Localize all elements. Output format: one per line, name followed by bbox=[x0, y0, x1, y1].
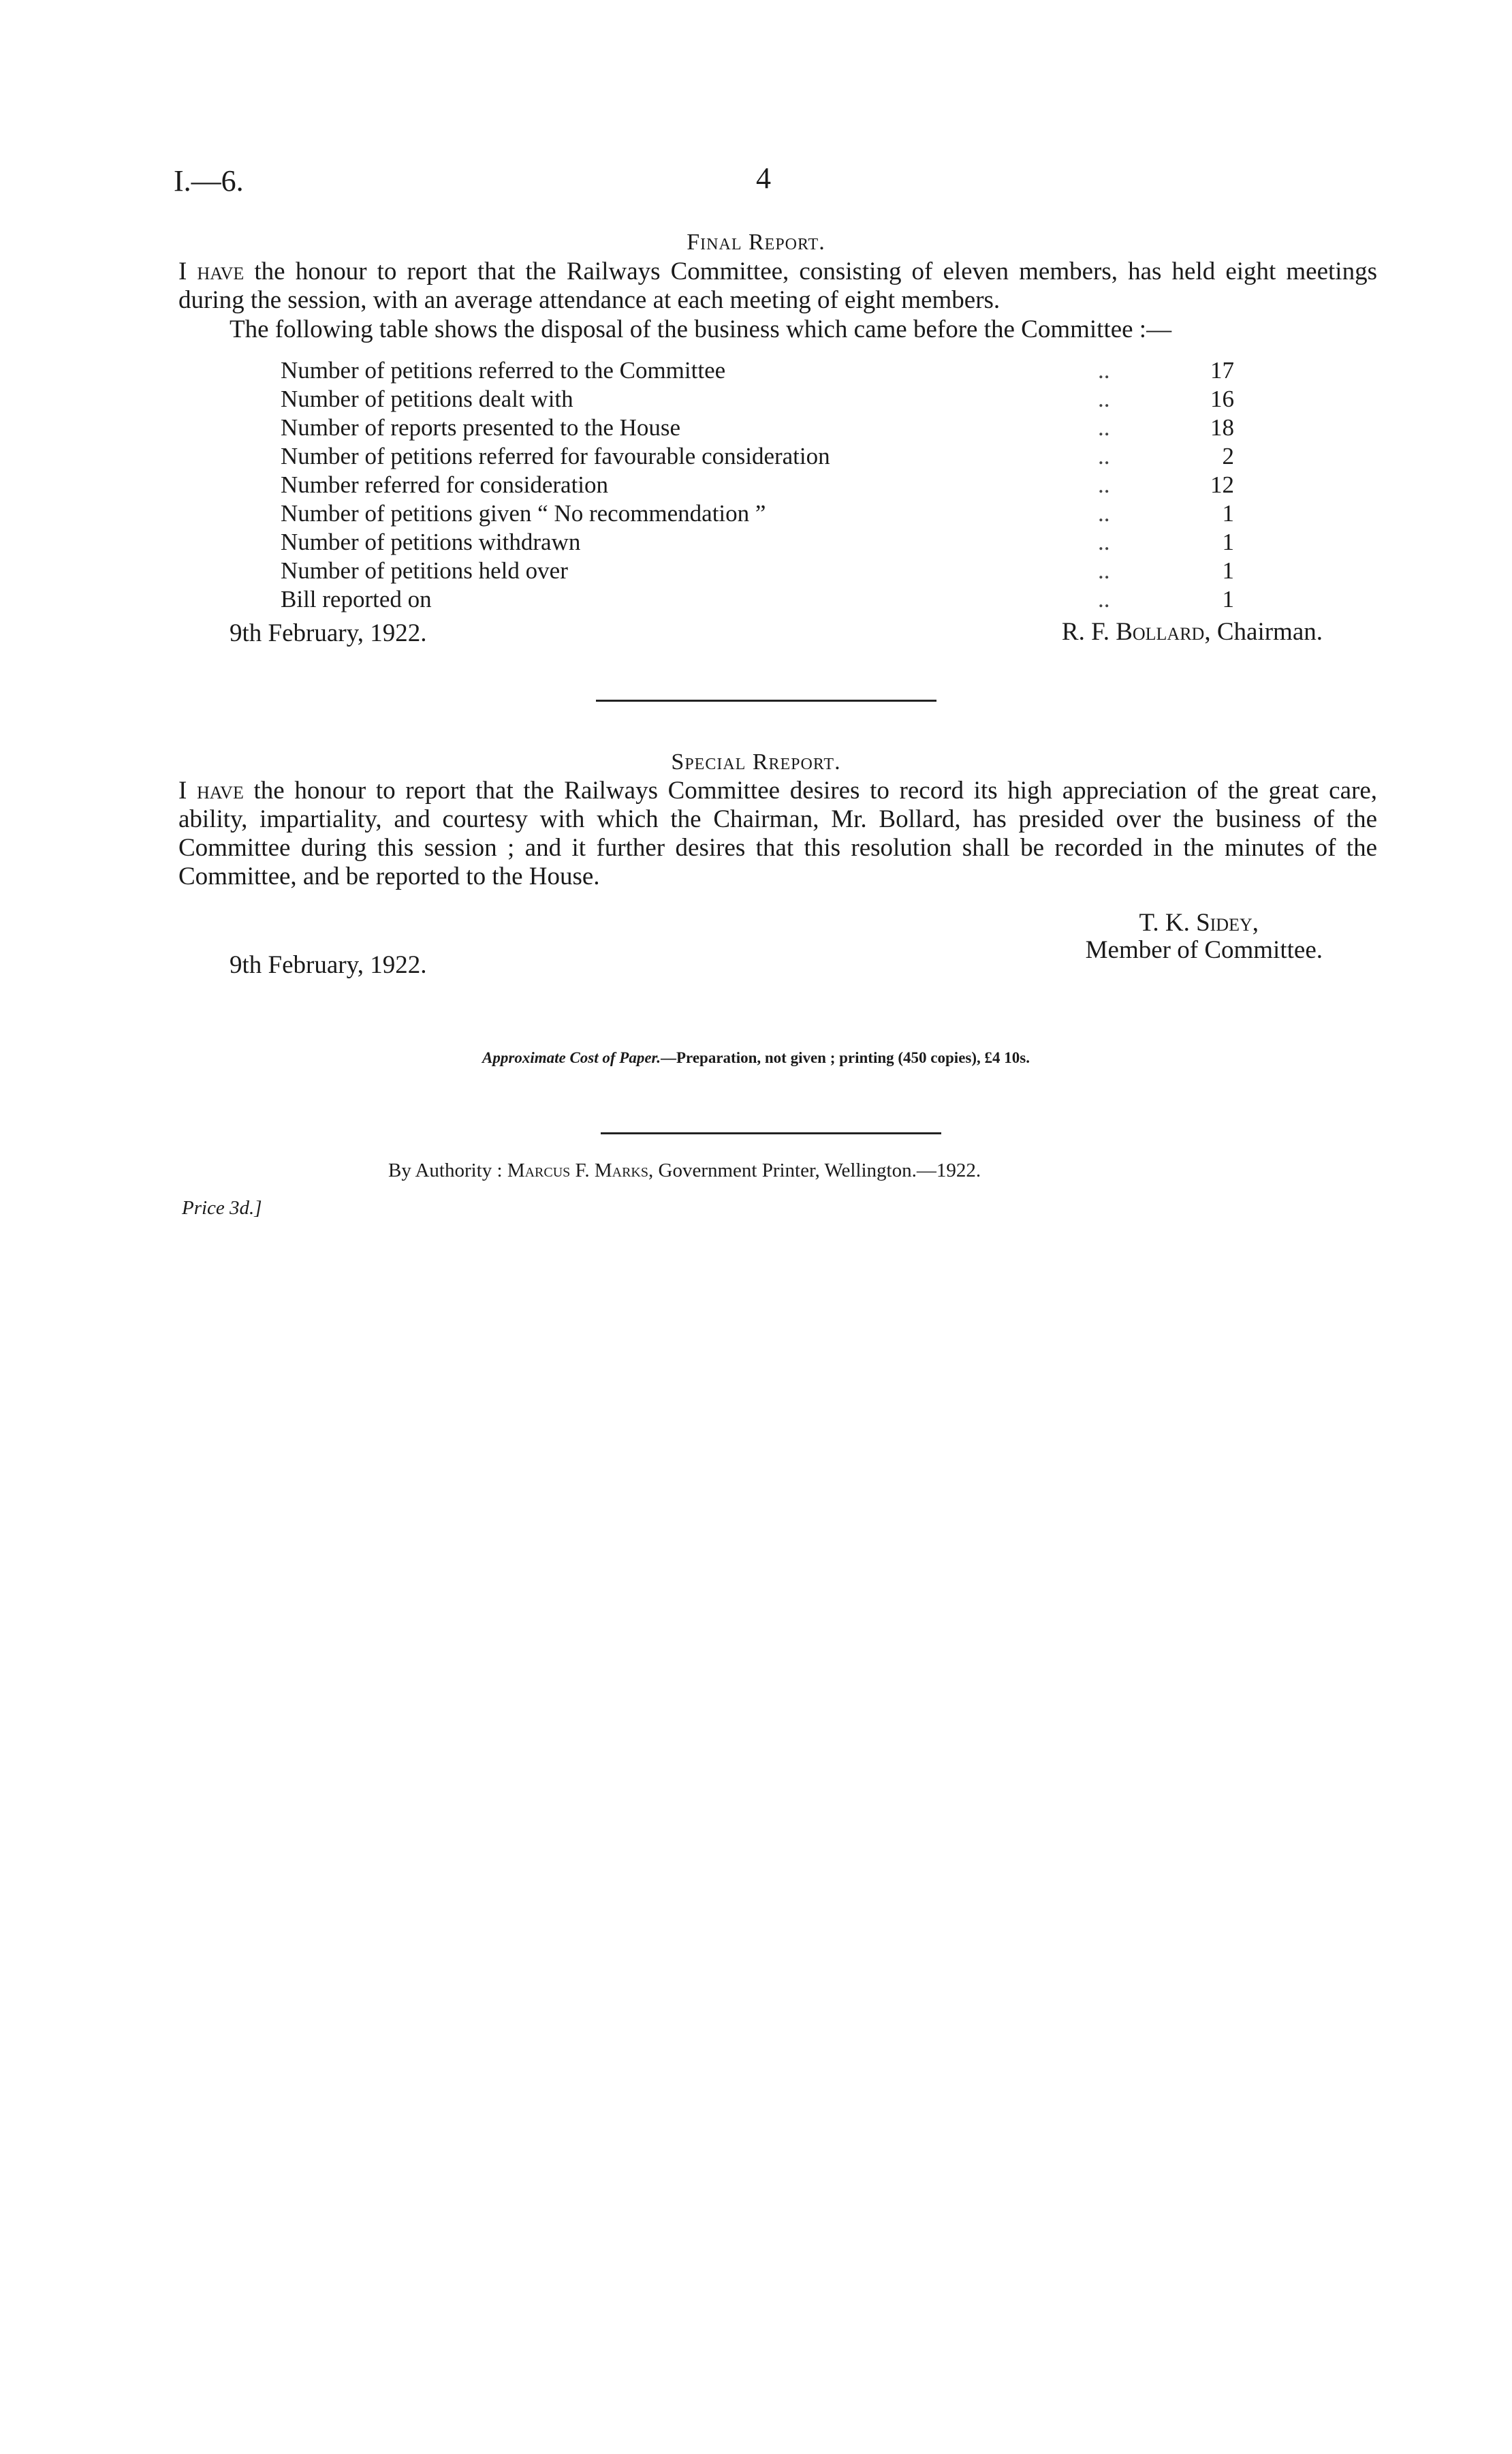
table-row bbox=[281, 585, 1234, 614]
row-value: 2 bbox=[1222, 443, 1234, 469]
final-report-paragraph bbox=[178, 258, 1377, 315]
row-leader-dots: .. bbox=[1098, 443, 1110, 469]
table-intro: The following table shows the disposal of the business which came before the Committee :— bbox=[230, 315, 1172, 343]
cost-label: Approximate Cost of Paper. bbox=[482, 1049, 661, 1066]
special-report-opening-words: I have bbox=[178, 777, 244, 805]
final-report-date: 9th February, 1922. bbox=[230, 619, 427, 647]
table-row bbox=[281, 414, 1234, 442]
special-report-signature-name-text: T. K. Sidey, bbox=[1139, 909, 1259, 937]
row-label: Number of petitions given “ No recommendation ” bbox=[281, 500, 766, 527]
table-row bbox=[281, 356, 1234, 385]
row-label: Number of petitions dealt with bbox=[281, 386, 573, 412]
final-report-title: Final Report. bbox=[687, 230, 825, 255]
page-number: 4 bbox=[756, 161, 771, 195]
row-value: 18 bbox=[1210, 414, 1234, 441]
table-row bbox=[281, 528, 1234, 557]
final-report-signature-name: R. F. Bollard bbox=[1061, 618, 1205, 646]
cost-text: —Preparation, not given ; printing (450 copies), £4 10s. bbox=[660, 1049, 1030, 1066]
special-report-title: Special Rreport. bbox=[671, 749, 841, 775]
table-row bbox=[281, 499, 1234, 528]
row-value: 1 bbox=[1222, 529, 1234, 555]
row-value: 1 bbox=[1222, 500, 1234, 527]
final-report-opening-words: I have bbox=[178, 258, 245, 285]
row-leader-dots: .. bbox=[1098, 557, 1110, 584]
section-divider bbox=[596, 700, 936, 702]
printer-imprint bbox=[388, 1160, 981, 1182]
table-row bbox=[281, 557, 1234, 585]
row-leader-dots: .. bbox=[1098, 586, 1110, 612]
row-value: 1 bbox=[1222, 586, 1234, 612]
table-row bbox=[281, 471, 1234, 499]
final-report-signature bbox=[1062, 617, 1323, 647]
row-label: Number of petitions referred for favourable consideration bbox=[281, 443, 830, 469]
row-leader-dots: .. bbox=[1098, 500, 1110, 527]
row-leader-dots: .. bbox=[1098, 471, 1110, 498]
final-report-signature-role: , Chairman. bbox=[1204, 618, 1323, 646]
row-leader-dots: .. bbox=[1098, 386, 1110, 412]
table-row bbox=[281, 442, 1234, 471]
row-leader-dots: .. bbox=[1098, 414, 1110, 441]
final-report-body: the honour to report that the Railways Committee, consisting of eleven members, has held eight meetings during the session, with an average attendance at each meeting of eight members. bbox=[178, 258, 1377, 314]
row-value: 12 bbox=[1210, 471, 1234, 498]
imprint-name: Marcus F. Marks bbox=[507, 1160, 648, 1181]
special-report-signature-role: Member of Committee. bbox=[1085, 936, 1323, 964]
row-leader-dots: .. bbox=[1098, 529, 1110, 555]
row-label: Number referred for consideration bbox=[281, 471, 609, 498]
special-report-body: the honour to report that the Railways Committee desires to record its high appreciation of the great care, ability, impartiality, and courtesy with which the Chairman, Mr. Bollard, has presided over the business of the Committee during this session ; and it further desires that this resolution shall be recorded in the minutes of the Committee, and be reported to the House. bbox=[178, 777, 1377, 890]
row-leader-dots: .. bbox=[1098, 357, 1110, 384]
document-reference: I.—6. bbox=[174, 164, 244, 198]
row-label: Number of petitions withdrawn bbox=[281, 529, 581, 555]
special-report-signature-name bbox=[1139, 908, 1259, 937]
row-label: Number of reports presented to the House bbox=[281, 414, 681, 441]
price-note: Price 3d.] bbox=[182, 1197, 262, 1219]
row-label: Bill reported on bbox=[281, 586, 432, 612]
row-label: Number of petitions referred to the Committee bbox=[281, 357, 726, 384]
row-value: 17 bbox=[1210, 357, 1234, 384]
business-disposal-table bbox=[281, 356, 1234, 614]
row-value: 1 bbox=[1222, 557, 1234, 584]
row-value: 16 bbox=[1210, 386, 1234, 412]
row-label: Number of petitions held over bbox=[281, 557, 568, 584]
footer-divider bbox=[601, 1132, 941, 1134]
table-row bbox=[281, 385, 1234, 414]
special-report-paragraph bbox=[178, 777, 1377, 891]
cost-note bbox=[0, 1049, 1512, 1067]
special-report-date: 9th February, 1922. bbox=[230, 951, 427, 979]
imprint-prefix: By Authority : bbox=[388, 1160, 503, 1181]
imprint-suffix: , Government Printer, Wellington.—1922. bbox=[648, 1160, 981, 1181]
